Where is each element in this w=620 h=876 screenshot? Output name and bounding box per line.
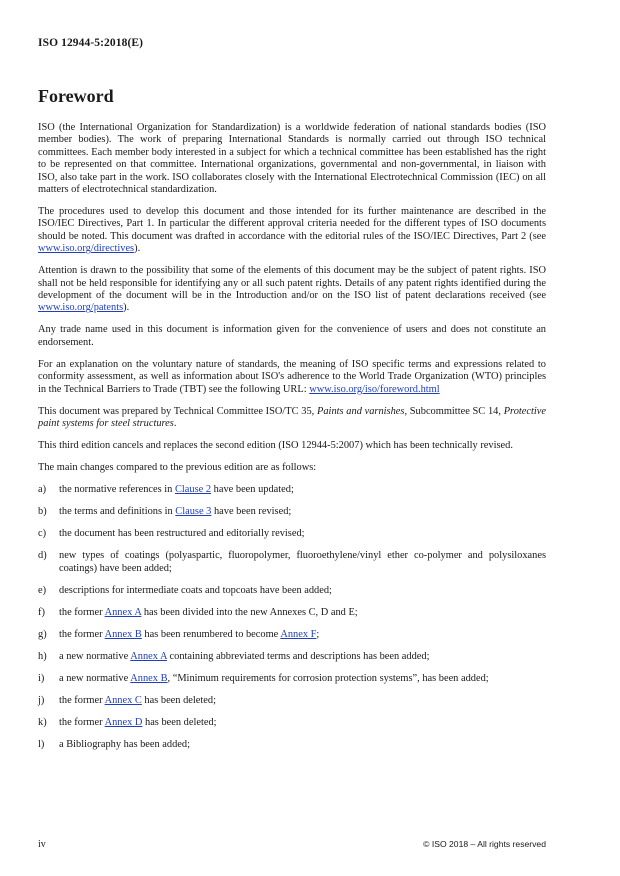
list-text: a new normative: [59, 650, 131, 662]
paragraph-text: .: [173, 418, 177, 430]
paragraph-text: For an explanation on the voluntary nature of standards, the meaning of ISO specific terms and expressions related to conformity assessment, as well as information about ISO's adherence to the World Trade Organization (WTO) principles in the Technical Barriers to Trade (TBT) see the following URL:: [38, 358, 546, 395]
list-item-label: b): [38, 506, 47, 518]
list-text: the former: [59, 606, 105, 618]
committee-title: Paints and varnishes: [317, 405, 405, 417]
annex-f-link[interactable]: Annex F: [280, 628, 317, 640]
list-item: [38, 717, 546, 729]
list-item-text: [59, 607, 546, 619]
document-header: ISO 12944-5:2018(E): [38, 37, 144, 49]
list-item-text: descriptions for intermediate coats and topcoats have been added;: [59, 584, 332, 596]
paragraph-committee: [38, 406, 546, 431]
list-text: have been revised;: [211, 506, 292, 518]
page-number: iv: [38, 839, 46, 850]
list-text: the terms and definitions in: [59, 506, 176, 518]
list-item-label: l): [38, 738, 45, 750]
list-item-text: the document has been restructured and editorially revised;: [59, 528, 305, 540]
list-text: the normative references in: [59, 484, 175, 496]
list-item-label: c): [38, 528, 47, 540]
paragraph-text: Attention is drawn to the possibility that some of the elements of this document may be the subject of patent rights. ISO shall not be held responsible for identifying any or all such patent rights. Details of any patent rights identified during the development of the document will be in the Introduction and/or on the ISO list of patent declarations received (see: [38, 265, 546, 302]
list-item-label: i): [38, 672, 45, 684]
paragraph-trade-name: Any trade name used in this document is information given for the convenience of users and does not constitute an endorsement.: [38, 324, 546, 348]
paragraph-procedures: [38, 206, 546, 256]
list-item-label: g): [38, 628, 47, 640]
list-text: the former: [59, 628, 105, 640]
list-item-text: a Bibliography has been added;: [59, 738, 190, 750]
page-title: Foreword: [38, 86, 114, 106]
list-item: [38, 673, 546, 685]
paragraph-edition: This third edition cancels and replaces the second edition (ISO 12944-5:2007) which has been technically revised.: [38, 440, 513, 452]
list-text: have been updated;: [211, 484, 294, 496]
list-text: has been divided into the new Annexes C, D and E;: [141, 606, 358, 618]
paragraph-text: ).: [123, 302, 130, 314]
list-item-label: k): [38, 716, 47, 728]
list-item: [38, 528, 546, 540]
list-item-label: h): [38, 650, 47, 662]
paragraph-voluntary-nature: [38, 359, 546, 396]
list-item-text: [59, 717, 546, 729]
list-item-label: e): [38, 584, 47, 596]
paragraph-iso-intro: ISO (the International Organization for Standardization) is a worldwide federation of national standards bodies (ISO member bodies). The work of preparing International Standards is normally carried out through ISO technical committees. Each member body interested in a subject for which a technical committee has been established has the right to be represented on that committee. International organizations, governmental and non-governmental, in liaison with ISO, also take part in the work. ISO collaborates closely with the International Electrotechnical Commission (IEC) on all matters of electrotechnical standardization.: [38, 122, 546, 196]
paragraph-text: , Subcommittee SC 14,: [404, 405, 504, 417]
list-text: the former: [59, 694, 105, 706]
list-item: [38, 739, 546, 751]
list-text: containing abbreviated terms and descriptions has been added;: [166, 650, 430, 662]
list-item-label: f): [38, 606, 45, 618]
foreword-link[interactable]: www.iso.org/iso/foreword.html: [309, 383, 440, 395]
paragraph-text: The procedures used to develop this document and those intended for its further maintenance are described in the ISO/IEC Directives, Part 1. In particular the different approval criteria needed for the different types of ISO documents should be noted. This document was drafted in accordance with the editorial rules of the ISO/IEC Directives, Part 2 (see: [38, 206, 546, 242]
paragraph-text: This document was prepared by Technical Committee ISO/TC 35,: [38, 405, 318, 417]
list-item: [38, 651, 546, 663]
list-item-text: [59, 629, 546, 641]
list-item-text: [59, 695, 546, 707]
list-item-text: [59, 673, 546, 685]
annex-a-link[interactable]: Annex A: [104, 606, 142, 618]
paragraph-patents: [38, 265, 546, 315]
list-item-label: d): [38, 550, 47, 562]
list-item: [38, 629, 546, 641]
paragraph-text: ).: [134, 243, 141, 255]
list-item: [38, 484, 546, 496]
list-text: , “Minimum requirements for corrosion protection systems”, has been added;: [167, 672, 489, 684]
list-text: has been deleted;: [141, 694, 216, 706]
annex-c-link[interactable]: Annex C: [104, 694, 142, 706]
patents-link[interactable]: www.iso.org/patents: [38, 302, 124, 314]
list-item: [38, 506, 546, 518]
list-item: [38, 585, 546, 597]
list-item-text: [59, 506, 546, 518]
annex-d-link[interactable]: Annex D: [104, 716, 143, 728]
directives-link[interactable]: www.iso.org/directives: [38, 243, 135, 255]
clause-2-link[interactable]: Clause 2: [174, 484, 212, 496]
annex-b-link[interactable]: Annex B: [130, 672, 168, 684]
annex-b-link[interactable]: Annex B: [104, 628, 142, 640]
paragraph-changes-intro: The main changes compared to the previous edition are as follows:: [38, 462, 317, 474]
list-item-text: [59, 484, 546, 496]
subcommittee-title: Protective paint systems for steel structures: [38, 405, 546, 430]
list-item: [38, 695, 546, 707]
list-item-text: new types of coatings (polyaspartic, fluoropolymer, fluoroethylene/vinyl ether co-polymer and polysiloxanes coatings) have been added;: [59, 550, 546, 574]
list-item-text: [59, 651, 546, 663]
clause-3-link[interactable]: Clause 3: [175, 506, 212, 518]
annex-a-link[interactable]: Annex A: [130, 650, 167, 662]
list-text: the former: [59, 716, 105, 728]
foreword-body: [38, 122, 546, 761]
list-text: ;: [316, 628, 320, 640]
list-text: a new normative: [59, 672, 131, 684]
list-text: has been renumbered to become: [141, 628, 281, 640]
list-item-label: j): [38, 694, 45, 706]
list-item-label: a): [38, 484, 47, 496]
copyright-notice: © ISO 2018 – All rights reserved: [423, 839, 546, 849]
changes-list: [38, 484, 546, 751]
list-item: [38, 607, 546, 619]
list-item: [38, 550, 546, 575]
list-text: has been deleted;: [142, 716, 217, 728]
